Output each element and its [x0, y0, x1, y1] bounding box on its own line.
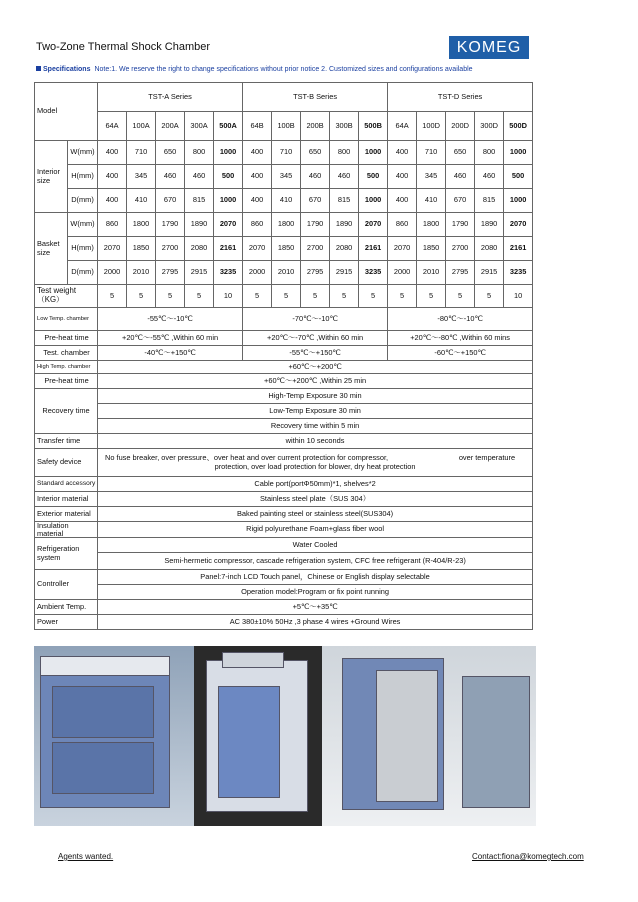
interior-material-value: Stainless steel plate（SUS 304） — [98, 492, 533, 507]
basket-value: 2070 — [359, 213, 388, 237]
standard-accessory-label: Standard accessory — [35, 477, 98, 492]
power — [35, 615, 533, 630]
interior-value: 460 — [156, 165, 185, 189]
basket-value: 860 — [243, 213, 272, 237]
dimension-label: W(mm) — [68, 213, 98, 237]
test-chamber-label: Test. chamber — [35, 346, 98, 361]
interior-value: 400 — [388, 165, 417, 189]
transfer-time — [35, 434, 533, 449]
power-label: Power — [35, 615, 98, 630]
test-weight-value: 5 — [272, 285, 301, 308]
test-weight-value: 10 — [504, 285, 533, 308]
interior-value: 400 — [98, 141, 127, 165]
basket-value: 2795 — [446, 261, 475, 285]
interior-value: 1000 — [504, 189, 533, 213]
basket-value: 1890 — [330, 213, 359, 237]
high-temp-value: +60℃～+200℃ — [98, 361, 533, 374]
safety-value — [98, 449, 533, 477]
interior-value: 400 — [388, 141, 417, 165]
preheat-time-value: +20℃～-70℃ ,Within 60 min — [243, 331, 388, 346]
basket-value: 3235 — [214, 261, 243, 285]
preheat-time — [35, 331, 533, 346]
interior-value: 400 — [98, 165, 127, 189]
contact-link[interactable]: Contact:fiona@komegtech.com — [472, 852, 584, 861]
basket-value: 2000 — [98, 261, 127, 285]
basket-value: 2000 — [243, 261, 272, 285]
interior-value: 400 — [243, 165, 272, 189]
basket-value: 2080 — [185, 237, 214, 261]
low-temp-value: -70℃～-10℃ — [243, 308, 388, 331]
interior-value: 400 — [243, 189, 272, 213]
test-chamber-value: -40℃～+150℃ — [98, 346, 243, 361]
interior-value: 460 — [185, 165, 214, 189]
model-label: Model — [35, 83, 98, 141]
interior-value: 800 — [475, 141, 504, 165]
chamber-photo-2 — [194, 646, 322, 826]
test-chamber — [35, 346, 533, 361]
model-code: 64A — [388, 112, 417, 141]
test-weight-value: 5 — [243, 285, 272, 308]
interior-value: 460 — [301, 165, 330, 189]
interior-value: 815 — [330, 189, 359, 213]
ambient-temp-value: +5℃～+35℃ — [98, 600, 533, 615]
test-chamber-value: -60℃～+150℃ — [388, 346, 533, 361]
page-title: Two-Zone Thermal Shock Chamber — [36, 41, 211, 53]
interior-value: 650 — [156, 141, 185, 165]
model-code: 100D — [417, 112, 446, 141]
refrigeration-row — [35, 553, 533, 570]
series-header: TST-A Series — [98, 83, 243, 112]
basket-value: 3235 — [504, 261, 533, 285]
chamber-photo-3 — [322, 646, 536, 826]
series-header: TST-D Series — [388, 83, 533, 112]
exterior-material-label: Exterior material — [35, 507, 98, 522]
high-temp — [35, 361, 533, 374]
preheat-time-2 — [35, 374, 533, 389]
recovery-value: Recovery time within 5 min — [98, 419, 533, 434]
dimension-label: H(mm) — [68, 237, 98, 261]
interior-material-label: Interior material — [35, 492, 98, 507]
low-temp-label: Low Temp. chamber — [35, 308, 98, 331]
basket-size-label: Basket size — [35, 213, 68, 285]
interior-value: 800 — [330, 141, 359, 165]
interior-value: 1000 — [214, 141, 243, 165]
exterior-material-value: Baked painting steel or stainless steel(SUS304) — [98, 507, 533, 522]
preheat-time-2-label: Pre-heat time — [35, 374, 98, 389]
interior-value: 670 — [301, 189, 330, 213]
model-code: 100B — [272, 112, 301, 141]
interior-value: 670 — [446, 189, 475, 213]
basket-value: 860 — [98, 213, 127, 237]
low-temp-value: -80℃～-10℃ — [388, 308, 533, 331]
high-temp-label: High Temp. chamber — [35, 361, 98, 374]
safety-line-1a: No fuse breaker, over pressure、over heat and over current protection for compressor, — [105, 452, 389, 462]
basket-row — [35, 261, 533, 285]
basket-value: 2700 — [446, 237, 475, 261]
interior-value: 400 — [388, 189, 417, 213]
interior-value: 500 — [214, 165, 243, 189]
refrigeration-row — [35, 538, 533, 553]
model-code: 200B — [301, 112, 330, 141]
interior-row — [35, 189, 533, 213]
interior-value: 1000 — [359, 189, 388, 213]
controller-line-1: Panel:7-inch LCD Touch panel，Chinese or English display selectable — [98, 570, 533, 585]
interior-value: 650 — [446, 141, 475, 165]
basket-value: 1800 — [127, 213, 156, 237]
model-code: 300A — [185, 112, 214, 141]
test-weight-value: 5 — [446, 285, 475, 308]
basket-value: 2010 — [127, 261, 156, 285]
basket-value: 1850 — [417, 237, 446, 261]
interior-value: 400 — [98, 189, 127, 213]
interior-value: 710 — [127, 141, 156, 165]
basket-value: 2700 — [156, 237, 185, 261]
model-code: 64A — [98, 112, 127, 141]
model-code: 100A — [127, 112, 156, 141]
basket-value: 2161 — [504, 237, 533, 261]
basket-value: 1850 — [272, 237, 301, 261]
basket-value: 860 — [388, 213, 417, 237]
basket-value: 2700 — [301, 237, 330, 261]
safety-line-2: protection, over load protection for blower, dry heat protection — [214, 461, 416, 471]
preheat-time-2-value: +60℃～+200℃ ,Within 25 min — [98, 374, 533, 389]
interior-value: 345 — [272, 165, 301, 189]
basket-value: 2161 — [359, 237, 388, 261]
basket-value: 1800 — [272, 213, 301, 237]
standard-accessory — [35, 477, 533, 492]
interior-value: 670 — [156, 189, 185, 213]
exterior-material — [35, 507, 533, 522]
interior-value: 410 — [127, 189, 156, 213]
insulation-value: Rigid polyurethane Foam+glass fiber wool — [98, 522, 533, 538]
interior-row — [35, 165, 533, 189]
test-weight-value: 5 — [98, 285, 127, 308]
dimension-label: D(mm) — [68, 189, 98, 213]
test-weight-value: 5 — [417, 285, 446, 308]
dimension-label: H(mm) — [68, 165, 98, 189]
recovery-row — [35, 419, 533, 434]
series-header-row — [35, 83, 533, 112]
basket-value: 2070 — [504, 213, 533, 237]
power-value: AC 380±10% 50Hz ,3 phase 4 wires +Ground Wires — [98, 615, 533, 630]
test-weight-value: 5 — [301, 285, 330, 308]
product-photos — [34, 646, 536, 826]
basket-row — [35, 237, 533, 261]
basket-value: 1890 — [475, 213, 504, 237]
interior-value: 815 — [185, 189, 214, 213]
refrigeration-line-1: Water Cooled — [98, 538, 533, 553]
basket-value: 2795 — [301, 261, 330, 285]
spec-note-line — [36, 66, 473, 73]
test-weight-value: 5 — [156, 285, 185, 308]
interior-value: 460 — [475, 165, 504, 189]
basket-value: 2070 — [214, 213, 243, 237]
basket-value: 2915 — [475, 261, 504, 285]
recovery-row — [35, 389, 533, 404]
interior-value: 345 — [417, 165, 446, 189]
interior-value: 710 — [417, 141, 446, 165]
basket-value: 2070 — [98, 237, 127, 261]
basket-value: 1800 — [417, 213, 446, 237]
interior-value: 460 — [446, 165, 475, 189]
interior-value: 710 — [272, 141, 301, 165]
basket-value: 1790 — [446, 213, 475, 237]
interior-value: 460 — [330, 165, 359, 189]
basket-value: 1850 — [127, 237, 156, 261]
controller-label: Controller — [35, 570, 98, 600]
basket-value: 1790 — [156, 213, 185, 237]
test-weight-label: Test weight（KG） — [35, 285, 98, 308]
transfer-time-value: within 10 seconds — [98, 434, 533, 449]
basket-row — [35, 213, 533, 237]
model-code: 200A — [156, 112, 185, 141]
recovery-row — [35, 404, 533, 419]
recovery-label: Recovery time — [35, 389, 98, 434]
low-temp — [35, 308, 533, 331]
basket-value: 1890 — [185, 213, 214, 237]
recovery-value: High-Temp Exposure 30 min — [98, 389, 533, 404]
basket-value: 2080 — [330, 237, 359, 261]
preheat-time-label: Pre-heat time — [35, 331, 98, 346]
standard-accessory-value: Cable port(portΦ50mm)*1, shelves*2 — [98, 477, 533, 492]
interior-value: 400 — [243, 141, 272, 165]
interior-material — [35, 492, 533, 507]
interior-value: 1000 — [504, 141, 533, 165]
test-weight-value: 5 — [330, 285, 359, 308]
model-code: 300D — [475, 112, 504, 141]
agents-wanted: Agents wanted. — [58, 852, 114, 861]
ambient-temp-label: Ambient Temp. — [35, 600, 98, 615]
insulation-label: Insulation material — [35, 522, 98, 538]
basket-value: 2795 — [156, 261, 185, 285]
interior-value: 500 — [504, 165, 533, 189]
preheat-time-value: +20℃～-55℃ ,Within 60 min — [98, 331, 243, 346]
interior-value: 500 — [359, 165, 388, 189]
interior-value: 650 — [301, 141, 330, 165]
dimension-label: W(mm) — [68, 141, 98, 165]
series-header: TST-B Series — [243, 83, 388, 112]
model-code: 300B — [330, 112, 359, 141]
basket-value: 2000 — [388, 261, 417, 285]
preheat-time-value: +20℃～-80℃ ,Within 60 mins — [388, 331, 533, 346]
chamber-photo-1 — [34, 646, 194, 826]
komeg-logo: KOMEG — [449, 36, 529, 59]
interior-value: 1000 — [214, 189, 243, 213]
model-code: 500B — [359, 112, 388, 141]
interior-value: 410 — [417, 189, 446, 213]
spec-label: Specifications — [43, 66, 91, 73]
safety-line-1b: over temperature — [458, 452, 516, 462]
square-bullet-icon — [36, 66, 41, 71]
model-code: 500A — [214, 112, 243, 141]
low-temp-value: -55℃～-10℃ — [98, 308, 243, 331]
recovery-value: Low-Temp Exposure 30 min — [98, 404, 533, 419]
safety-row — [35, 449, 533, 477]
test-weight-value: 5 — [475, 285, 504, 308]
dimension-label: D(mm) — [68, 261, 98, 285]
basket-value: 2010 — [272, 261, 301, 285]
insulation — [35, 522, 533, 538]
model-code: 500D — [504, 112, 533, 141]
test-weight-value: 5 — [127, 285, 156, 308]
basket-value: 2070 — [388, 237, 417, 261]
interior-value: 1000 — [359, 141, 388, 165]
ambient-temp — [35, 600, 533, 615]
test-weight-value: 10 — [214, 285, 243, 308]
spec-table — [34, 82, 533, 630]
controller-row — [35, 585, 533, 600]
transfer-time-label: Transfer time — [35, 434, 98, 449]
test-weight-value: 5 — [359, 285, 388, 308]
safety-label: Safety device — [35, 449, 98, 477]
refrigeration-label: Refrigeration system — [35, 538, 98, 570]
basket-value: 2080 — [475, 237, 504, 261]
basket-value: 1790 — [301, 213, 330, 237]
spec-note: Note:1. We reserve the right to change specifications without prior notice 2. Customized sizes and configurations available — [94, 66, 473, 73]
basket-value: 2915 — [185, 261, 214, 285]
controller-line-2: Operation model:Program or fix point running — [98, 585, 533, 600]
refrigeration-line-2: Semi-hermetic compressor, cascade refrigeration system, CFC free refrigerant (R-404/R-23) — [98, 553, 533, 570]
model-code: 64B — [243, 112, 272, 141]
interior-value: 345 — [127, 165, 156, 189]
test-weight-row — [35, 285, 533, 308]
basket-value: 2161 — [214, 237, 243, 261]
test-weight-value: 5 — [185, 285, 214, 308]
test-weight-value: 5 — [388, 285, 417, 308]
interior-row — [35, 141, 533, 165]
model-row — [35, 112, 533, 141]
basket-value: 3235 — [359, 261, 388, 285]
model-code: 200D — [446, 112, 475, 141]
interior-value: 815 — [475, 189, 504, 213]
interior-size-label: Interior size — [35, 141, 68, 213]
basket-value: 2010 — [417, 261, 446, 285]
controller-row — [35, 570, 533, 585]
basket-value: 2915 — [330, 261, 359, 285]
interior-value: 800 — [185, 141, 214, 165]
test-chamber-value: -55℃～+150℃ — [243, 346, 388, 361]
basket-value: 2070 — [243, 237, 272, 261]
interior-value: 410 — [272, 189, 301, 213]
